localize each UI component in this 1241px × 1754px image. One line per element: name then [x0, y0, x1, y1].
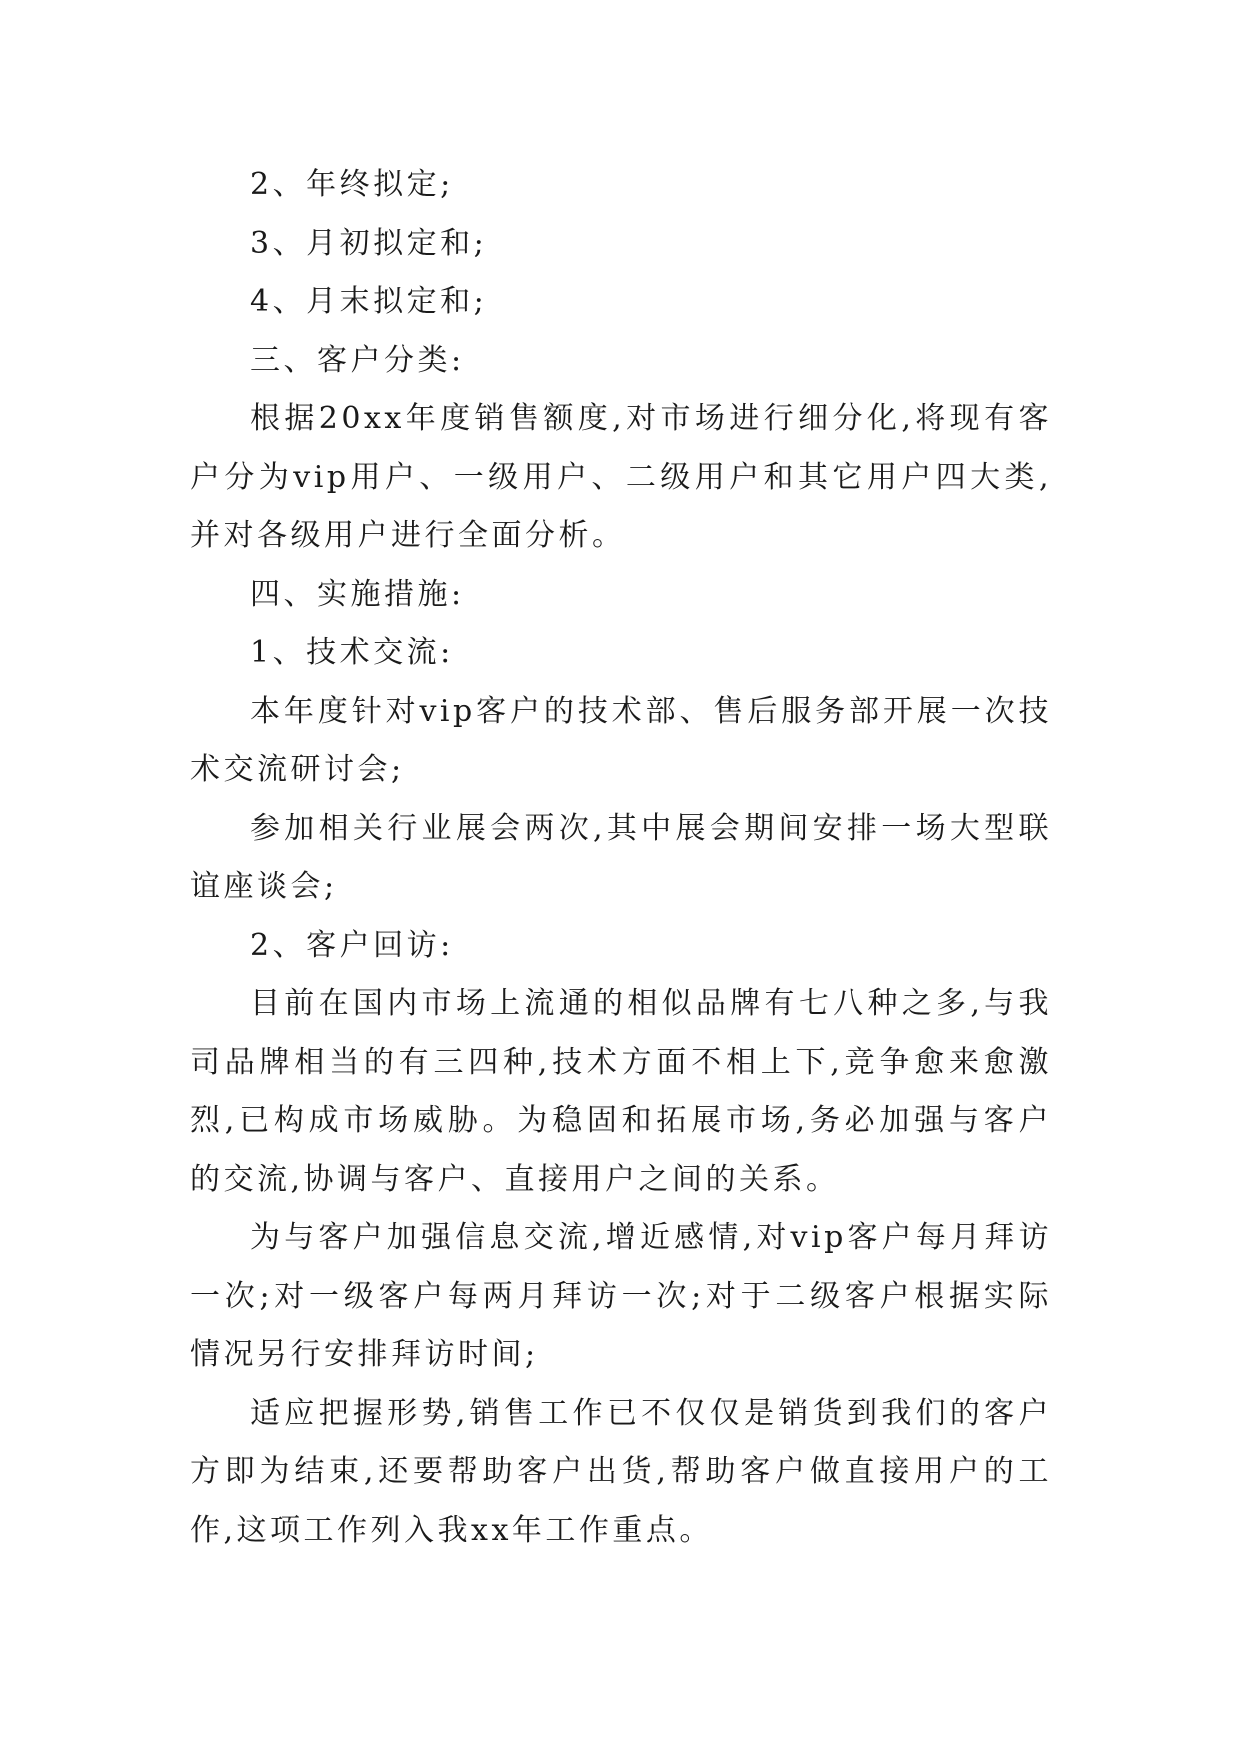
paragraph-market-competition: 目前在国内市场上流通的相似品牌有七八种之多,与我司品牌相当的有三四种,技术方面不相上下,竞争愈来愈激烈,已构成市场威胁。为稳固和拓展市场,务必加强与客户的交流,协调与客户、直接用户之间的关系。: [190, 986, 1052, 1197]
list-item-3: 3、月初拟定和;: [250, 225, 488, 261]
subheading-technical-exchange: 1、技术交流:: [250, 635, 454, 670]
list-item-2: 2、年终拟定;: [250, 167, 454, 202]
subheading-customer-visits: 2、客户回访:: [250, 927, 454, 963]
paragraph-sales-focus: 适应把握形势,销售工作已不仅仅是销货到我们的客户方即为结束,还要帮助客户出货,帮助客户做直接用户的工作,这项工作列入我xx年工作重点。: [190, 1395, 1052, 1548]
paragraph-customer-classification: 根据20xx年度销售额度,对市场进行细分化,将现有客户分为vip用户、一级用户、二级用户和其它用户四大类,并对各级用户进行全面分析。: [190, 401, 1052, 553]
document-body: [190, 156, 1052, 1560]
section-heading-customer-classification: 三、客户分类:: [250, 342, 465, 378]
paragraph-visit-schedule: 为与客户加强信息交流,增近感情,对vip客户每月拜访一次;对一级客户每两月拜访一次;对于二级客户根据实际情况另行安排拜访时间;: [190, 1220, 1052, 1372]
section-heading-implementation: 四、实施措施:: [250, 576, 465, 612]
list-item-4: 4、月末拟定和;: [250, 284, 488, 319]
paragraph-tech-seminar: 本年度针对vip客户的技术部、售后服务部开展一次技术交流研讨会;: [190, 693, 1052, 787]
paragraph-trade-shows: 参加相关行业展会两次,其中展会期间安排一场大型联谊座谈会;: [190, 810, 1052, 904]
